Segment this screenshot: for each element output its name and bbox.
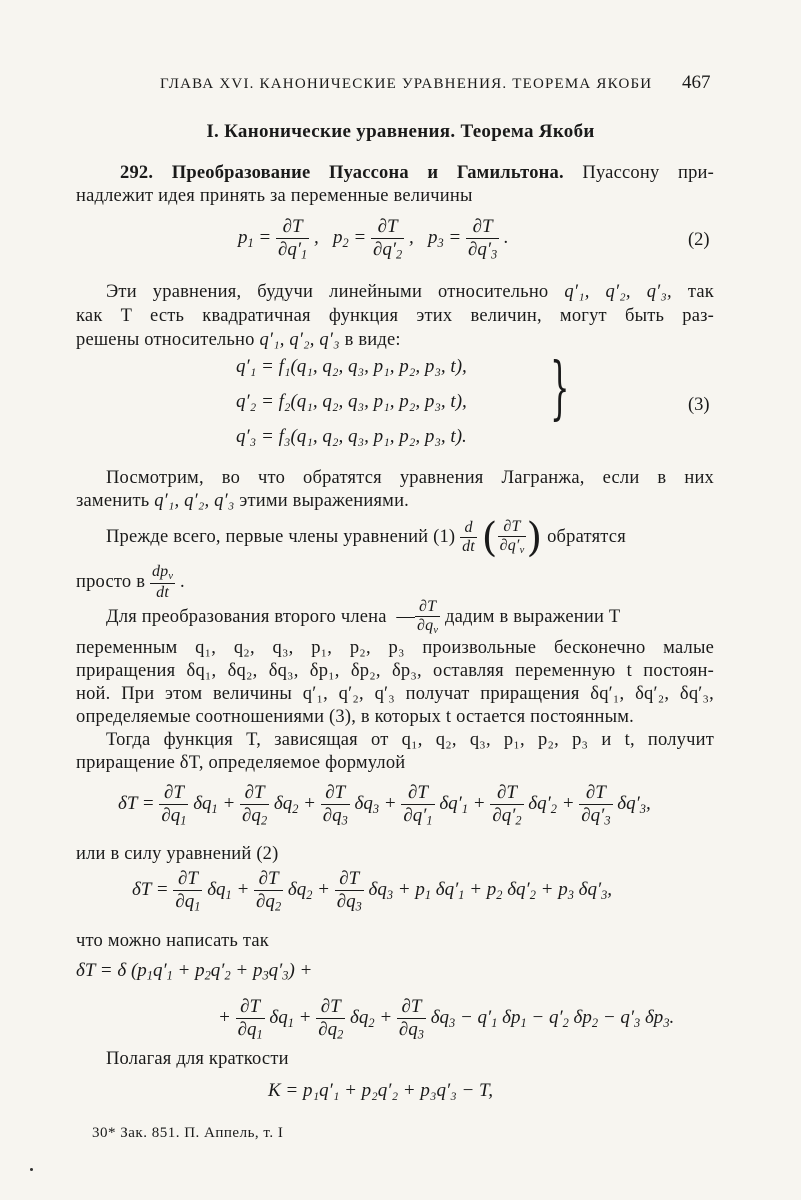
running-title: ГЛАВА XVI. КАНОНИЧЕСКИЕ УРАВНЕНИЯ. ТЕОРЕМА ЯКОБИ bbox=[160, 76, 653, 92]
inline-math: q′₁, q′₂, q′₃ bbox=[154, 491, 235, 511]
section-title: I. Канонические уравнения. Теорема Якоби bbox=[206, 121, 595, 142]
inline-fraction: $\frac{dp_\nu}{dt}$ bbox=[151, 563, 174, 602]
paragraph-line: переменным q₁, q₂, q₃, p₁, p₂, p₃ произвольные бесконечно малые bbox=[76, 638, 714, 658]
inline-fraction: $\frac{\partial T}{\partial q_\nu}$ bbox=[417, 598, 439, 637]
subsection-heading: 292. Преобразование Пуассона и Гамильтона. bbox=[120, 163, 564, 183]
paren: ( bbox=[481, 514, 498, 561]
paragraph-line: или в силу уравнений (2) bbox=[76, 844, 279, 864]
text-run: этими выражениями. bbox=[239, 491, 410, 511]
right-brace: } bbox=[550, 349, 570, 428]
text-run: заменить bbox=[76, 491, 150, 511]
equation-3-row-2: q′₂ = f₂(q₁, q₂, q₃, p₁, p₂, p₃, t), bbox=[236, 391, 467, 412]
paragraph-line bbox=[120, 162, 714, 184]
equation-deltaT-3-line-1: δT = δ $(p_1q'_1 + p_2q'_2 + p_3q'_3)$ + bbox=[76, 960, 313, 983]
inline-fraction: $\frac{d}{dt}$ bbox=[462, 518, 475, 556]
paragraph-line: ной. При этом величины q′₁, q′₂, q′₃ получат приращения δq′₁, δq′₂, δq′₃, bbox=[76, 684, 714, 704]
equation-deltaT-1: δT = $\frac{\partial T}{\partial q_1}$ $\delta q_1$ + $\frac{\partial T}{\partial q_2}$ $\delta q_2$ + $\frac{\partial T}{\partial q_3}$ $\delta q_3$ + $\frac{\partial T}{\partial q'_1}$ $\delta q'_1$ + $\frac{\partial T}{\partial q'_2}$ $\delta q'_2$ + $\frac{\partial T}{\partial q'_3}$ $\delta q'_3$, bbox=[118, 782, 651, 828]
equation-deltaT-2: δT = $\frac{\partial T}{\partial q_1}$ $\delta q_1$ + $\frac{\partial T}{\partial q_2}$ $\delta q_2$ + $\frac{\partial T}{\partial q_3}$ $\delta q_3 + p_1$ $\delta q'_1 + p_2$ $\delta q'_2 + p_3$ $\delta q'_3$, bbox=[132, 868, 613, 914]
equation-number: (3) bbox=[688, 395, 710, 415]
text-run: Пуассону при- bbox=[582, 163, 714, 183]
paragraph-line: просто в $\frac{dp_\nu}{dt}$ . bbox=[76, 563, 185, 602]
equation-3-row-3: q′₃ = f₃(q₁, q₂, q₃, p₁, p₂, p₃, t). bbox=[236, 426, 467, 447]
paragraph-line: Полагая для краткости bbox=[106, 1049, 289, 1069]
paragraph-line: как T есть квадратичная функция этих величин, могут быть раз- bbox=[76, 306, 714, 326]
printer-footer: 30* Зак. 851. П. Аппель, т. I bbox=[92, 1125, 284, 1141]
paragraph-line: что можно написать так bbox=[76, 931, 269, 951]
text-run: Прежде всего, первые члены уравнений (1) bbox=[106, 527, 456, 547]
paragraph-line bbox=[76, 490, 714, 512]
text-run: в виде: bbox=[344, 330, 401, 350]
equation-3-row-1: q′₁ = f₁(q₁, q₂, q₃, p₁, p₂, p₃, t), bbox=[236, 356, 467, 377]
scan-speck bbox=[30, 1168, 33, 1171]
paragraph-line: Тогда функция T, зависящая от q₁, q₂, q₃, p₁, p₂, p₃ и t, получит bbox=[106, 730, 714, 750]
inline-fraction: $\frac{\partial T}{\partial q'_\nu}$ bbox=[499, 518, 525, 557]
text-run: решены относительно bbox=[76, 330, 255, 350]
paragraph-line bbox=[106, 512, 714, 562]
text-run: Эти уравнения, будучи линейными относительно bbox=[106, 282, 549, 302]
paragraph-line: Для преобразования второго члена — $\frac{\partial T}{\partial q_\nu}$ дадим в выражении T bbox=[106, 598, 621, 637]
page-number: 467 bbox=[682, 72, 711, 93]
equation-number: (2) bbox=[688, 230, 710, 250]
paragraph-line: Посмотрим, во что обратятся уравнения Лагранжа, если в них bbox=[106, 468, 714, 488]
paragraph-line bbox=[106, 281, 714, 303]
paragraph-line: надлежит идея принять за переменные величины bbox=[76, 186, 473, 206]
equation-K: K = p₁q′₁ + p₂q′₂ + p₃q′₃ − T, bbox=[268, 1080, 493, 1101]
equation-deltaT-3-line-2: + $\frac{\partial T}{\partial q_1}$ $\delta q_1$ + $\frac{\partial T}{\partial q_2}$ $\delta q_2$ + $\frac{\partial T}{\partial q_3}$ $\delta q_3 - q'_1$ $\delta p_1 - q'_2$ $\delta p_2 - q'_3$ $\delta p_3$. bbox=[218, 996, 675, 1042]
paragraph-line bbox=[76, 329, 714, 351]
text-run: дадим в выражении T bbox=[445, 607, 621, 627]
paren: ) bbox=[526, 514, 543, 561]
text-run: обратятся bbox=[547, 527, 626, 547]
inline-math: q′₁, q′₂, q′₃, bbox=[564, 282, 672, 302]
text-run: так bbox=[687, 282, 714, 302]
text-run: Для преобразования второго члена bbox=[106, 607, 387, 627]
paragraph-line: приращение δT, определяемое формулой bbox=[76, 753, 406, 773]
paragraph-line: приращения δq₁, δq₂, δq₃, δp₁, δp₂, δp₃, оставляя переменную t постоян- bbox=[76, 661, 714, 681]
equation-2: $p_1$ = $\frac{\partial T}{\partial q'_1}$ , $p_2$ = $\frac{\partial T}{\partial q'_2}$ , $p_3$ = $\frac{\partial T}{\partial q'_3}$ . bbox=[238, 216, 509, 262]
inline-math: q′₁, q′₂, q′₃ bbox=[259, 330, 340, 350]
paragraph-line: определяемые соотношениями (3), в которых t остается постоянным. bbox=[76, 707, 635, 727]
text-run: просто в bbox=[76, 572, 146, 592]
